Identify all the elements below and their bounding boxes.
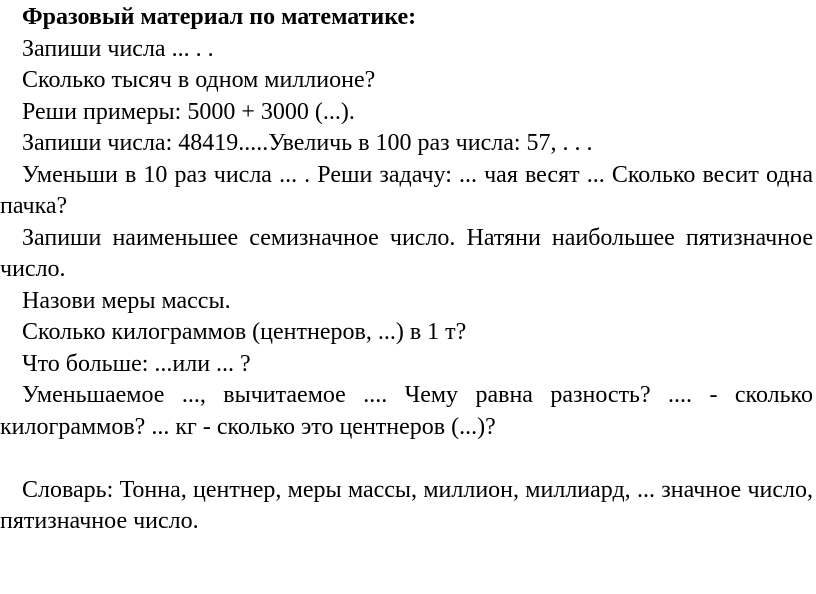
document-title: Фразовый материал по математике:	[22, 4, 417, 30]
phrase-paragraph: Назови меры массы.	[22, 287, 231, 314]
phrase-paragraph: Сколько килограммов (центнеров, ...) в 1 т?	[22, 319, 467, 345]
phrase-paragraph: Что больше: ...или ... ?	[22, 350, 251, 377]
blank-line	[0, 443, 813, 475]
phrase-paragraph: Запиши наименьшее семизначное число. Натяни наибольшее пятизначное число.	[0, 224, 813, 282]
phrase-paragraph: Уменьшаемое ..., вычитаемое .... Чему равна разность? .... - сколько килограммов? ... кг - сколько это центнеров (...)?	[0, 382, 813, 440]
document-body	[0, 2, 813, 538]
vocabulary-paragraph: Словарь: Тонна, центнер, меры массы, миллион, миллиард, ... значное число, пятизначное число.	[0, 476, 813, 534]
phrase-paragraph: Реши примеры: 5000 + 3000 (...).	[22, 98, 355, 125]
phrase-paragraph: Уменьши в 10 раз числа ... . Реши задачу: ... чая весят ... Сколько весит одна пачка?	[0, 161, 813, 219]
phrase-paragraph: Запиши числа ... . .	[22, 35, 214, 62]
phrase-paragraph: Запиши числа: 48419.....Увеличь в 100 раз числа: 57, . . .	[22, 130, 593, 156]
phrase-paragraph: Сколько тысяч в одном миллионе?	[22, 67, 376, 93]
